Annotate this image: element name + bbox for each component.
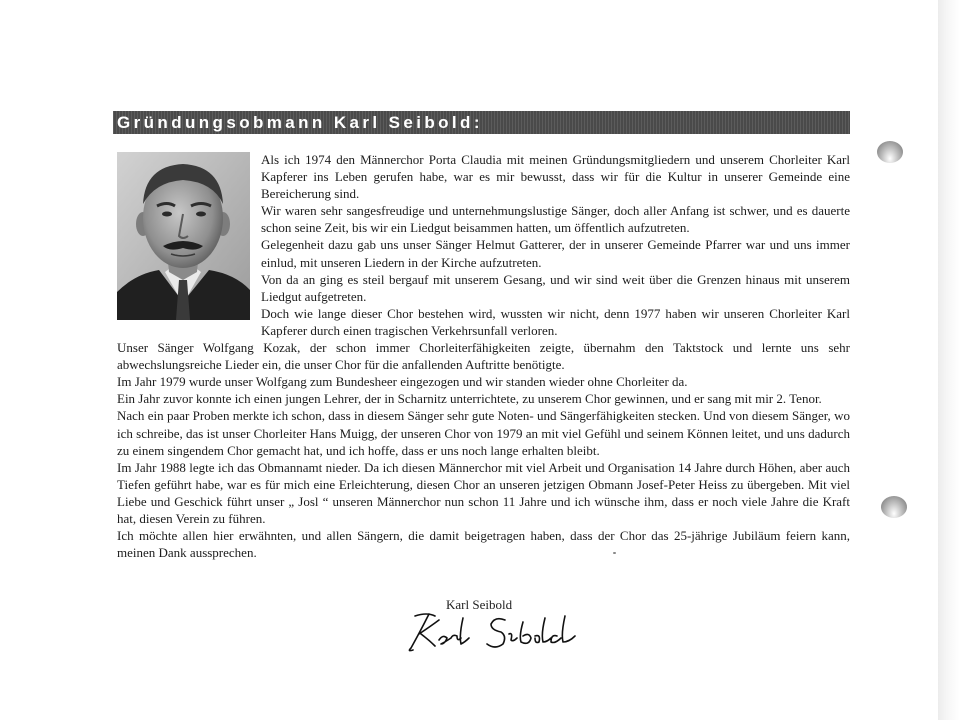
paragraph: Unser Sänger Wolfgang Kozak, der schon immer Chorleiterfähigkeiten zeigte, übernahm den Taktstock und lernte uns sehr abwechslungsreiche Lieder ein, die unser Chor für die anfallenden Auftritte benötigte.: [117, 340, 850, 373]
paragraph: Als ich 1974 den Männerchor Porta Claudia mit meinen Gründungsmitgliedern und unserem Chorleiter Karl Kapferer ins Leben gerufen habe, war es mir bewusst, dass wir für die Kultur in unserer Gemeinde eine Bereicherung sind.: [261, 152, 850, 202]
punch-hole-bottom: [881, 496, 907, 518]
scan-speck: [613, 552, 616, 554]
paragraph: Nach ein paar Proben merkte ich schon, dass in diesem Sänger sehr gute Noten- und Sängerfähigkeiten stecken. Und von diesem Sänger, wo ich schreibe, das ist unser Chorleiter Hans Muigg, der unseren Chor von 1979 an mit viel Gefühl und seinem Können leitet, und uns dadurch zu einem singendem Chor gemacht hat, und ich hoffe, dass er uns noch lange erhalten bleibt.: [117, 408, 850, 458]
page-edge-shadow: [938, 0, 960, 720]
paragraph: Wir waren sehr sangesfreudige und unternehmungslustige Sänger, doch aller Anfang ist schwer, und es dauerte schon seine Zeit, bis wir ein Liedgut beisammen hatten, um öffentlich aufzutreten.: [261, 203, 850, 236]
paragraph: Ich möchte allen hier erwähnten, und allen Sängern, die damit beigetragen haben, dass der Chor das 25-jährige Jubiläum feiern kann, meinen Dank aussprechen.: [117, 528, 850, 561]
paragraph: Ein Jahr zuvor konnte ich einen jungen Lehrer, der in Scharnitz unterrichtete, zu unserem Chor gewinnen, und er sang mit mir 2. Tenor.: [117, 391, 822, 407]
paragraph: Doch wie lange dieser Chor bestehen wird, wussten wir nicht, denn 1977 haben wir unseren Chorleiter Karl Kapferer durch einen tragischen Verkehrsunfall verloren.: [261, 305, 850, 338]
paragraph: Im Jahr 1988 legte ich das Obmannamt nieder. Da ich diesen Männerchor mit viel Arbeit und Organisation 14 Jahre durch Höhen, aber auch Tiefen geführt habe, war es für mich eine Erleichterung, diesen Chor an unseren jetzigen Obmann Josef-Peter Heiss zu übergeben. Mit viel Liebe und Geschick führt unser „ Josl “ unseren Männerchor nun schon 11 Jahre und ich wünsche ihm, dass er noch viele Jahre die Kraft hat, diesen Verein zu führen.: [117, 459, 850, 526]
punch-hole-top: [877, 141, 903, 163]
section-heading: Gründungsobmann Karl Seibold:: [113, 111, 850, 134]
handwritten-signature: [405, 608, 580, 654]
paragraph: Im Jahr 1979 wurde unser Wolfgang zum Bundesheer eingezogen und wir standen wieder ohne Chorleiter da.: [117, 374, 688, 390]
signer-name: Karl Seibold: [446, 597, 513, 612]
paragraph: Von da an ging es steil bergauf mit unserem Gesang, und wir sind weit über die Grenzen hinaus mit unserem Liedgut aufgetreten.: [261, 271, 850, 304]
paragraph: Gelegenheit dazu gab uns unser Sänger Helmut Gatterer, der in unserer Gemeinde Pfarrer war und uns immer einlud, mit unseren Liedern in der Kirche aufzutreten.: [261, 237, 850, 270]
article-body: [117, 151, 850, 561]
